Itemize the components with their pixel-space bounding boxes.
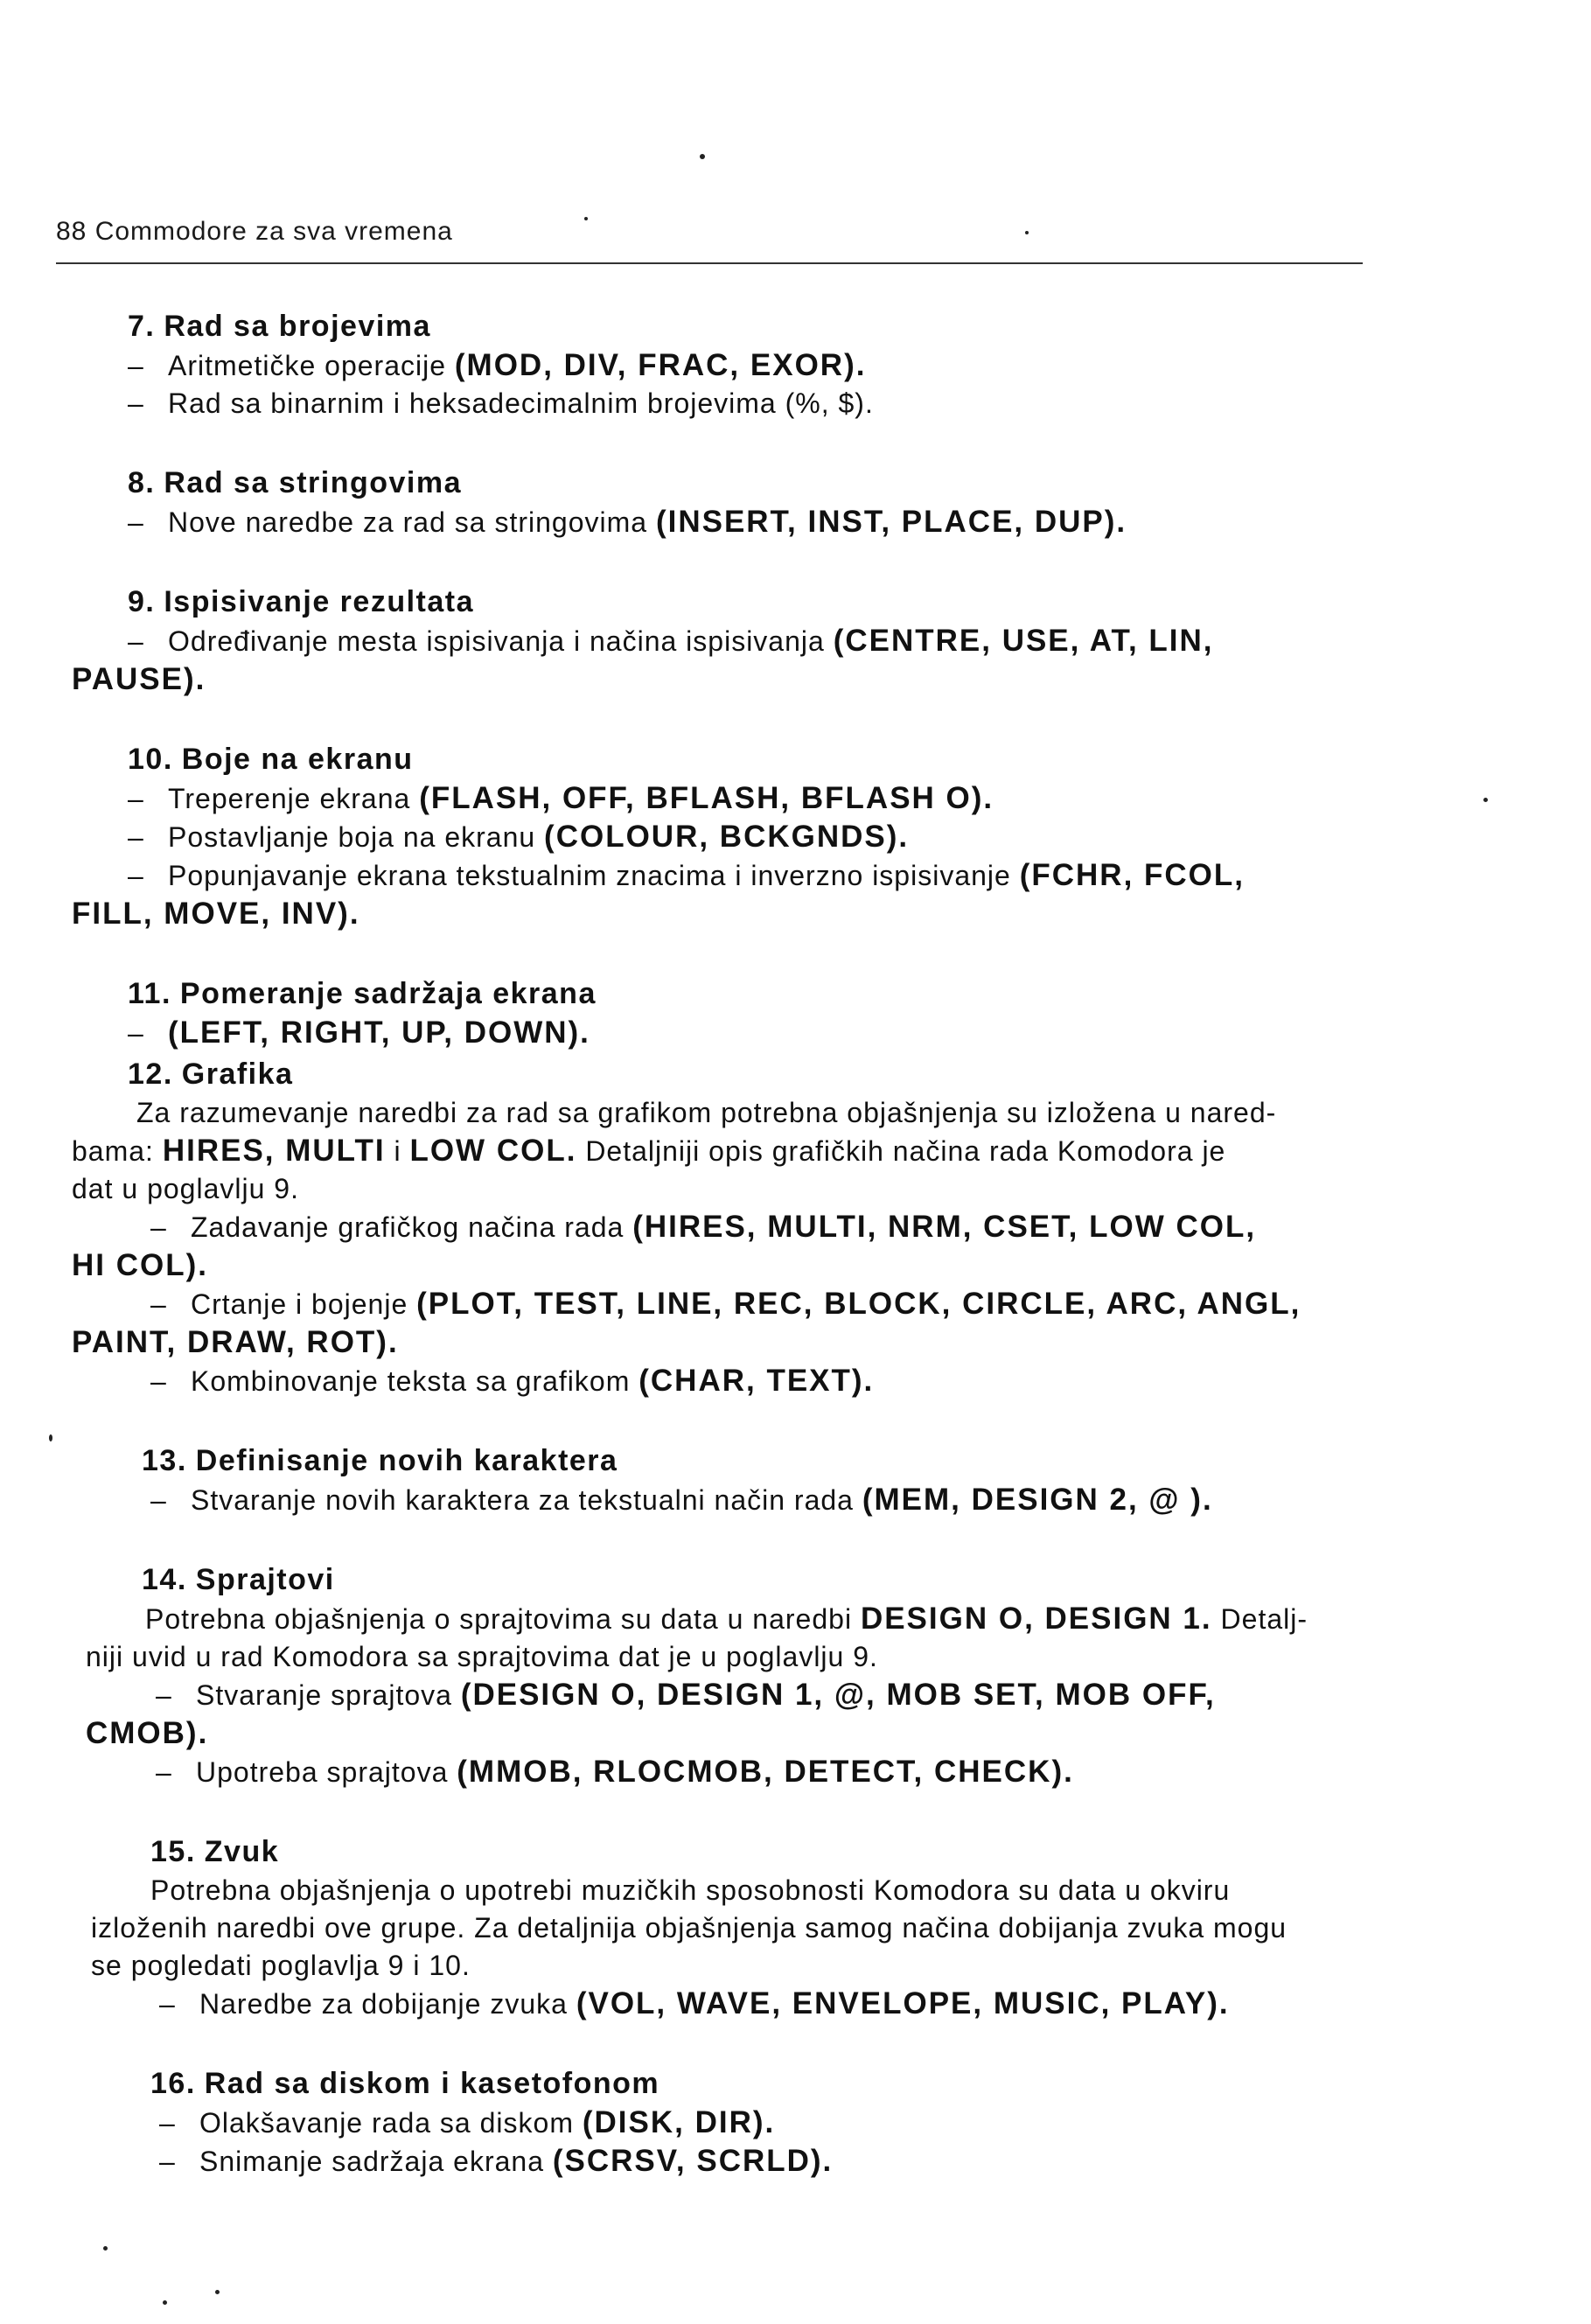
- scan-speck: [1025, 231, 1029, 234]
- section-15: [72, 1832, 1384, 2023]
- list-item: – Rad sa binarnim i heksadecimalnim brojevima (%, $).: [128, 387, 874, 419]
- section-13: [72, 1441, 1384, 1519]
- list-item: – Upotreba sprajtova (MMOB, RLOCMOB, DETECT, CHECK).: [156, 1755, 1074, 1789]
- list-item: – (LEFT, RIGHT, UP, DOWN).: [128, 1015, 590, 1050]
- section-title: 15. Zvuk: [150, 1835, 280, 1868]
- list-item: – Treperenje ekrana (FLASH, OFF, BFLASH, BFLASH O).: [128, 781, 994, 815]
- list-item: – Određivanje mesta ispisivanja i načina ispisivanja (CENTRE, USE, AT, LIN,: [128, 624, 1214, 658]
- list-item-continuation: CMOB).: [86, 1716, 209, 1750]
- section-title: 10. Boje na ekranu: [128, 743, 414, 776]
- scan-speck: [700, 154, 705, 159]
- paragraph-line: Za razumevanje naredbi za rad sa grafikom potrebna objašnjenja su izložena u nared-: [136, 1097, 1277, 1128]
- list-item: – Stvaranje sprajtova (DESIGN O, DESIGN 1, @, MOB SET, MOB OFF,: [156, 1678, 1216, 1712]
- list-item: – Snimanje sadržaja ekrana (SCRSV, SCRLD).: [159, 2144, 834, 2178]
- list-item-continuation: HI COL).: [72, 1248, 208, 1282]
- section-title: 7. Rad sa brojevima: [128, 310, 431, 343]
- paragraph-line: izloženih naredbi ove grupe. Za detaljnija objašnjenja samog načina dobijanja zvuka mogu: [91, 1912, 1287, 1944]
- list-item: – Nove naredbe za rad sa stringovima (INSERT, INST, PLACE, DUP).: [128, 505, 1127, 539]
- paragraph-line: se pogledati poglavlja 9 i 10.: [91, 1950, 471, 1981]
- section-16: [72, 2063, 1384, 2181]
- scan-speck: [103, 2246, 108, 2251]
- section-9: [72, 582, 1384, 699]
- list-item: – Crtanje i bojenje (PLOT, TEST, LINE, REC, BLOCK, CIRCLE, ARC, ANGL,: [150, 1287, 1301, 1321]
- section-title: 12. Grafika: [128, 1057, 294, 1091]
- section-title: 13. Definisanje novih karaktera: [142, 1444, 618, 1477]
- paragraph-line: bama: HIRES, MULTI i LOW COL. Detaljniji opis grafičkih načina rada Komodora je: [72, 1134, 1226, 1168]
- section-title: 11. Pomeranje sadržaja ekrana: [128, 977, 597, 1010]
- page-content: [72, 306, 1384, 2221]
- section-title: 8. Rad sa stringovima: [128, 466, 463, 499]
- list-item: – Zadavanje grafičkog načina rada (HIRES, MULTI, NRM, CSET, LOW COL,: [150, 1210, 1257, 1244]
- section-title: 16. Rad sa diskom i kasetofonom: [150, 2067, 660, 2100]
- list-item: – Kombinovanje teksta sa grafikom (CHAR, TEXT).: [150, 1364, 875, 1398]
- list-item: – Aritmetičke operacije (MOD, DIV, FRAC, EXOR).: [128, 348, 867, 382]
- list-item-continuation: PAUSE).: [72, 662, 206, 696]
- section-14: [72, 1560, 1384, 1791]
- list-item: – Naredbe za dobijanje zvuka (VOL, WAVE, ENVELOPE, MUSIC, PLAY).: [159, 1986, 1230, 2020]
- list-item: – Popunjavanje ekrana tekstualnim znacima i inverzno ispisivanje (FCHR, FCOL,: [128, 858, 1245, 892]
- paragraph-line: Potrebna objašnjenja o upotrebi muzičkih sposobnosti Komodora su data u okviru: [150, 1874, 1231, 1906]
- running-head: 88 Commodore za sva vremena: [56, 217, 453, 246]
- paragraph-line: niji uvid u rad Komodora sa sprajtovima dat je u poglavlju 9.: [86, 1641, 878, 1672]
- scan-speck: [1483, 798, 1488, 802]
- scan-speck: [49, 1434, 52, 1441]
- list-item: – Postavljanje boja na ekranu (COLOUR, BCKGNDS).: [128, 820, 910, 854]
- section-title: 9. Ispisivanje rezultata: [128, 585, 474, 618]
- paragraph-line: dat u poglavlju 9.: [72, 1173, 299, 1204]
- header-rule: [56, 262, 1363, 264]
- section-8: [72, 463, 1384, 541]
- section-title: 14. Sprajtovi: [142, 1563, 335, 1596]
- scan-speck: [584, 217, 588, 220]
- list-item-continuation: PAINT, DRAW, ROT).: [72, 1325, 399, 1359]
- list-item: – Stvaranje novih karaktera za tekstualni način rada (MEM, DESIGN 2, @ ).: [150, 1483, 1213, 1517]
- section-12: [72, 1054, 1384, 1400]
- list-item-continuation: FILL, MOVE, INV).: [72, 897, 360, 931]
- scan-speck: [163, 2300, 167, 2305]
- section-11: [72, 974, 1384, 1052]
- scan-speck: [215, 2290, 220, 2294]
- section-10: [72, 739, 1384, 933]
- section-7: [72, 306, 1384, 422]
- paragraph-line: Potrebna objašnjenja o sprajtovima su data u naredbi DESIGN O, DESIGN 1. Detalj-: [145, 1602, 1308, 1636]
- list-item: – Olakšavanje rada sa diskom (DISK, DIR).: [159, 2105, 776, 2139]
